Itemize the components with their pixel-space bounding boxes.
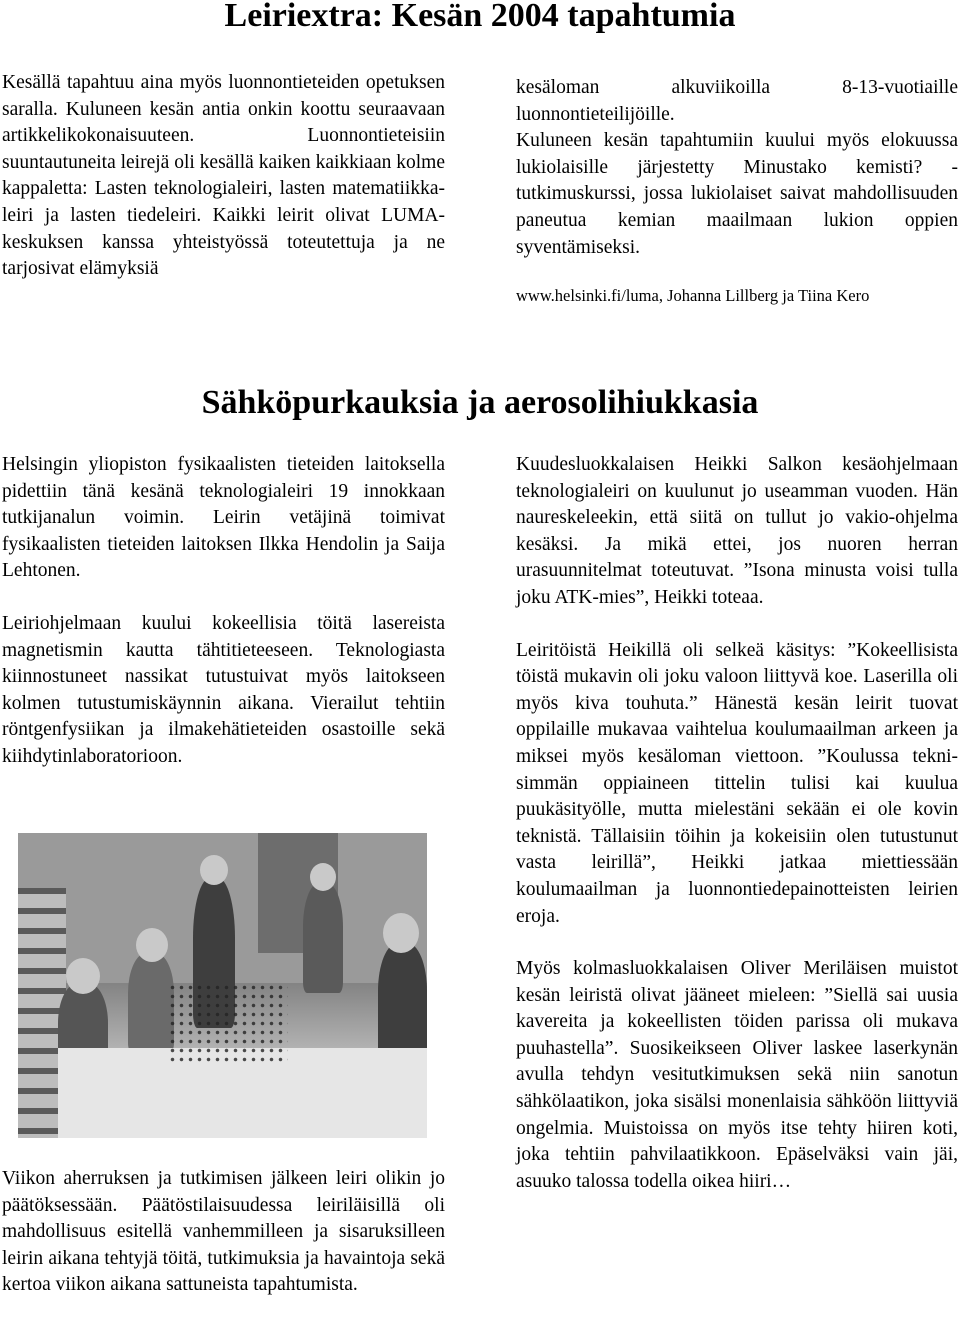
article-paragraph: Kuudesluokkalaisen Heikki Salkon kesäohjelmaan teknologialeiri on kuulunut jo useamman vuoden. Hän naureskeleekin, että siitä on tullut jo vakio-ohjelma kesäksi. Ja mikä ettei, jos nuoren herran urasuunnitelmat toteutuvat. ”Isona minusta voisi tulla joku ATK-mies”, Heikki toteaa. [516,454,958,608]
article-paragraph: Helsingin yliopiston fysikaalisten tieteiden laitoksella pidettiin tänä kesänä teknologialeiri 19 innokkaan tutkijanalun voimin. Leirin vetäjinä toimivat fysikaalisten tieteiden laitoksen Ilkka Hendolin ja Saija Lehtonen. [2,454,445,582]
intro-column-right [516,75,958,310]
article-column-left [2,452,445,771]
article-column-right [516,452,958,1195]
intro-column-left [2,70,445,283]
course-paragraph: Kuluneen kesän tapahtumiin kuului myös elokuussa lukiolaisille järjestetty Minustako kemisti? -tutkimuskurssi, jossa lukiolaiset saivat mahdollisuuden paneutua kemian maailmaan lukion oppien syventämiseksi. [516,130,958,258]
photo-person-head [66,958,100,994]
article-column-left-bottom [2,1166,445,1299]
photo-person-head [310,863,336,891]
article-headline: Sähköpurkauksia ja aerosolihiukkasia [201,384,759,421]
intro-paragraph-continued: kesäloman alkuviikoilla 8-13-vuotiaille luonnontieteilijöille. [516,77,958,125]
author-credit: www.helsinki.fi/luma, Johanna Lillberg ja Tiina Kero [516,286,870,306]
article-paragraph: Viikon aherruksen ja tutkimisen jälkeen leiri olikin jo päätöksessään. Päätöstilaisuudessa leiriläisillä oli mahdollisuus esitellä vanhemmilleen ja sisaruksilleen leirin aikana tehtyjä töitä, tutkimuksia ja havaintoja sekä kertoa viikon aikana sattuneista tapahtumista. [2,1168,445,1296]
photo-person [303,883,343,993]
photo-person-head [200,855,228,885]
article-title: Leiriextra: Kesän 2004 tapahtumia [224,0,736,34]
article-paragraph: Myös kolmasluokkalaisen Oliver Meriläisen muistot kesän leiristä olivat jääneet mieleen: ”Siellä sai uusia kavereita ja kokeellisten töiden parissa oli mukava puuhastella”. Suosikeikseen Oliver laskee laserkynän avulla tehdyn vesitutkimuksen sekä niin sanotun sähkölaatikon, joka sisälsi monenlaisia sähköön liittyviä ongelmia. Muistoissa on myös itse tehty hiiren koti, joka tehtiin pahvilaatikkoon. Epäselväksi vain jäi, asuuko talossa todella oikea hiiri… [516,958,958,1192]
photo-person-head [383,913,419,953]
photo-person-head [136,928,168,962]
camp-photo [18,833,427,1138]
article-paragraph: Leiriohjelmaan kuului kokeellisia töitä lasereista magnetismin kautta tähtitieteeseen. Teknologiasta kiinnostuneet nassikat tutustuivat myös laitokseen kolmen tutustumiskäynnin aikana. Vierailut tehtiin röntgenfysiikan ja ilmakehätieteiden osastoille sekä kiihdytinlaboratorioon. [2,612,445,767]
intro-paragraph: Kesällä tapahtuu aina myös luonnontieteiden opetuksen saralla. Kuluneen kesän antia onkin koottu seuraavaan artikkelikokonaisuuteen. Luonnontieteisiin suuntautuneita leirejä oli kesällä kaiken kaikkiaan kolme kappaletta: Lasten teknologialeiri, lasten matematiikkaleiri ja lasten tiedeleiri. Kaikki leirit olivat LUMA-keskuksen kanssa yhteistyössä toteutettuja ja ne tarjosivat elämyksiä [2,72,445,280]
photo-person [378,943,427,1063]
article-paragraph: Leiritöistä Heikillä oli selkeä käsitys: ”Kokeellisista töistä mukavin oli joku valoon liittyvä koe. Laserilla oli myös kiva touhuta.” Hänestä kesän leirit tuovat oppilaille mukavaa vaihtelua koulumaailman arkeen ja miksei myös kesäloman viettoon. ”Koulussa teknisimmän oppiaineen tittelin tulisi kai kuulua puukäsityölle, mutta mielestäni sekään ei ole kovin teknistä. Tällaisiin töihin ja kokeisiin olen tutustunut vasta leirillä”, Heikki jatkaa miettiessään koulumaailman ja luonnontiedepainotteisten leirien eroja. [516,639,958,927]
photo-molecule-model [168,983,288,1063]
